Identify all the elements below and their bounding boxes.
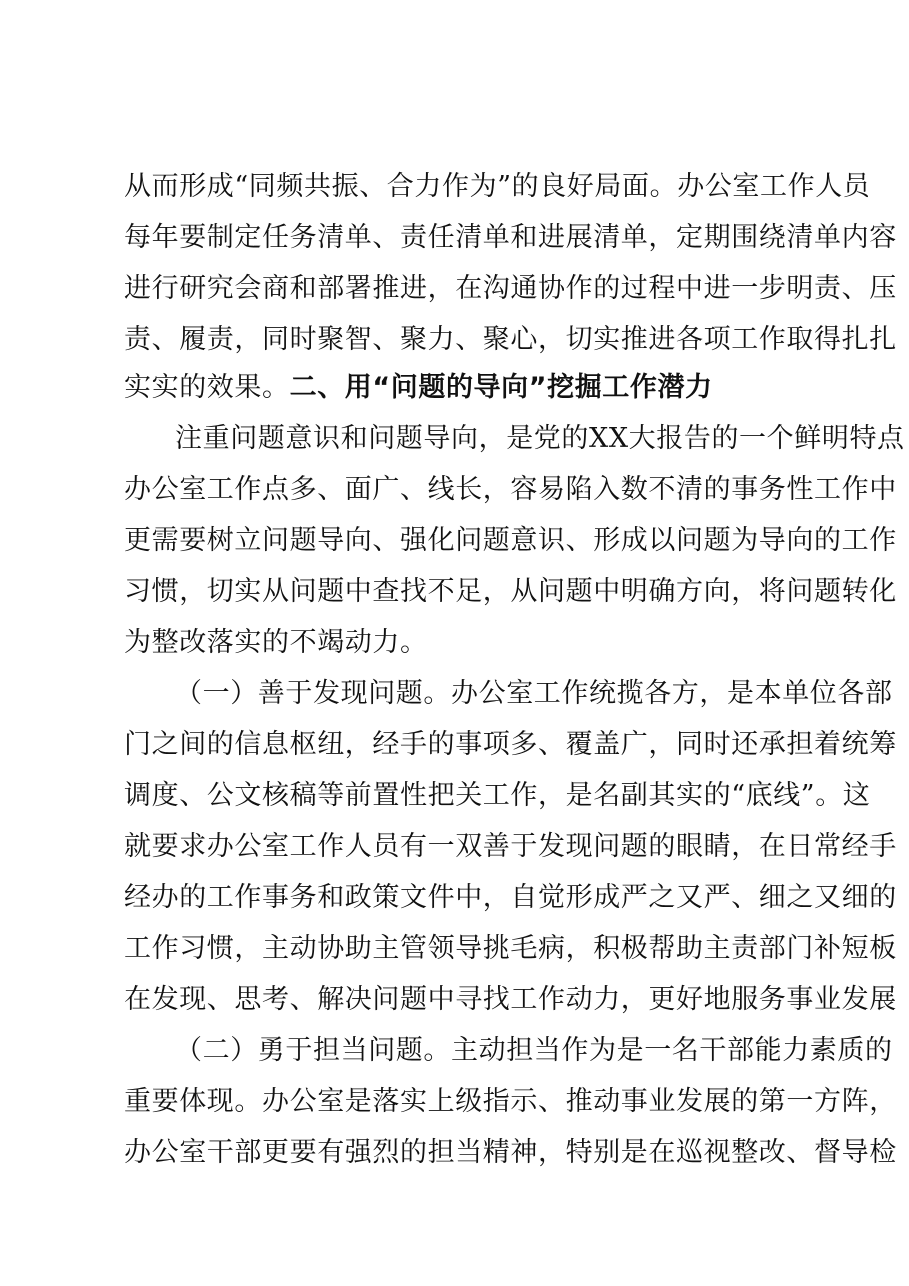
text-fragment: 实实的效果。: [124, 372, 290, 403]
paragraph-first-line: （二）勇于担当问题。主动担当作为是一名干部能力素质的: [175, 1035, 893, 1066]
text-line: 进行研究会商和部署推进，在沟通协作的过程中进一步明责、压: [124, 273, 897, 304]
text-line: 重要体现。办公室是落实上级指示、推动事业发展的第一方阵，: [124, 1086, 897, 1117]
text-line: 门之间的信息枢纽，经手的事项多、覆盖广，同时还承担着统筹: [124, 729, 897, 760]
text-line: 经办的工作事务和政策文件中，自觉形成严之又严、细之又细的: [124, 882, 897, 913]
text-line: 就要求办公室工作人员有一双善于发现问题的眼睛，在日常经手: [124, 831, 897, 862]
section-heading: 二、用“问题的导向”挖掘工作潜力: [289, 372, 713, 403]
text-line: 工作习惯，主动协助主管领导挑毛病，积极帮助主责部门补短板: [124, 933, 897, 964]
text-line: 办公室工作点多、面广、线长，容易陷入数不清的事务性工作中: [124, 474, 897, 505]
text-line: 更需要树立问题导向、强化问题意识、形成以问题为导向的工作: [124, 525, 897, 556]
paragraph-first-line: （一）善于发现问题。办公室工作统揽各方，是本单位各部: [175, 678, 893, 709]
text-line: 从而形成“同频共振、合力作为”的良好局面。办公室工作人员: [124, 171, 871, 202]
paragraph-first-line: 注重问题意识和问题导向，是党的XX大报告的一个鲜明特点: [175, 423, 905, 454]
text-line: 为整改落实的不竭动力。: [124, 627, 428, 658]
text-line: 在发现、思考、解决问题中寻找工作动力，更好地服务事业发展: [124, 984, 897, 1015]
text-line: 办公室干部更要有强烈的担当精神，特别是在巡视整改、督导检: [124, 1137, 897, 1168]
text-line: 每年要制定任务清单、责任清单和进展清单，定期围绕清单内容: [124, 222, 897, 253]
text-line: 习惯，切实从问题中查找不足，从问题中明确方向，将问题转化: [124, 576, 897, 607]
text-line: 调度、公文核稿等前置性把关工作，是名副其实的“底线”。这: [124, 780, 871, 811]
text-line: [124, 368, 713, 408]
text-line: 责、履责，同时聚智、聚力、聚心，切实推进各项工作取得扎扎: [124, 324, 897, 355]
